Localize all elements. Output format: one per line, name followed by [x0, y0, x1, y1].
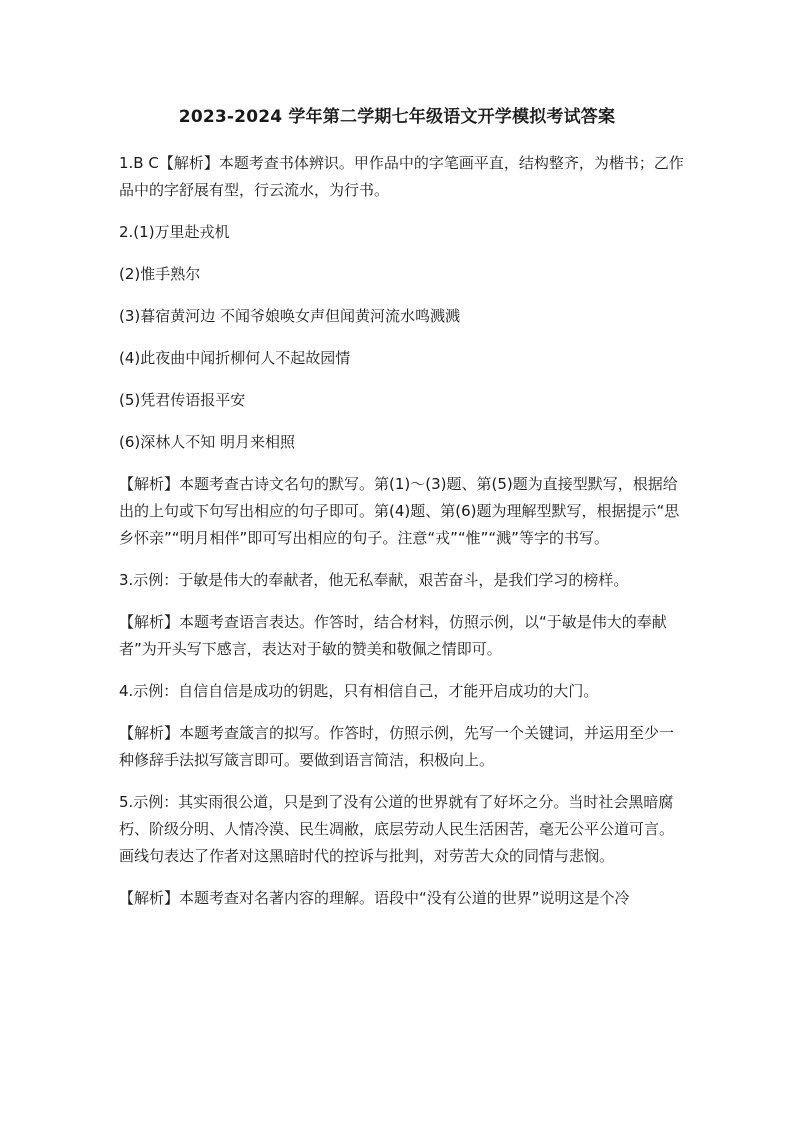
answer-2-item-5: (5)凭君传语报平安 — [119, 391, 246, 409]
answer-2-item-1: 2.(1)万里赴戎机 — [119, 223, 230, 241]
answer-2-item-3: (3)暮宿黄河边 不闻爷娘唤女声但闻黄河流水鸣溅溅 — [119, 307, 461, 325]
answer-2-item-2: (2)惟手熟尔 — [119, 265, 201, 283]
answer-2-item-6: (6)深林人不知 明月来相照 — [119, 433, 296, 451]
answer-5: 5.示例：其实雨很公道，只是到了没有公道的世界就有了好坏之分。当时社会黑暗腐朽、阶级分明、人情冷漠、民生凋敝，底层劳动人民生活困苦，毫无公平公道可言。画线句表达了作者对这黑暗时代的控诉与批判，对劳苦大众的同情与悲悯。 — [119, 793, 675, 865]
answer-3-analysis: 【解析】本题考查语言表达。作答时，结合材料，仿照示例，以“于敏是伟大的奉献者”为开头写下感言，表达对于敏的赞美和敬佩之情即可。 — [119, 613, 667, 658]
document-title: 2023-2024 学年第二学期七年级语文开学模拟考试答案 — [178, 107, 616, 127]
answer-3: 3.示例：于敏是伟大的奉献者，他无私奉献，艰苦奋斗，是我们学习的榜样。 — [119, 571, 629, 589]
answer-4-analysis: 【解析】本题考查箴言的拟写。作答时，仿照示例，先写一个关键词，并运用至少一种修辞手法拟写箴言即可。要做到语言简洁，积极向上。 — [119, 724, 675, 769]
answer-content — [119, 150, 685, 927]
answer-4: 4.示例：自信自信是成功的钥匙，只有相信自己，才能开启成功的大门。 — [119, 682, 599, 700]
answer-1: 1.B C【解析】本题考查书体辨识。甲作品中的字笔画平直，结构整齐，为楷书；乙作品中的字舒展有型，行云流水，为行书。 — [119, 154, 684, 199]
answer-2-item-4: (4)此夜曲中闻折柳何人不起故园情 — [119, 349, 351, 367]
answer-5-analysis: 【解析】本题考查对名著内容的理解。语段中“没有公道的世界”说明这是个冷 — [119, 889, 630, 907]
answer-2-analysis: 【解析】本题考查古诗文名句的默写。第(1)～(3)题、第(5)题为直接型默写，根据给出的上句或下句写出相应的句子即可。第(4)题、第(6)题为理解型默写，根据提示“思乡怀亲”“明月相伴”即可写出相应的句子。注意“戎”“惟”“溅”等字的书写。 — [119, 475, 680, 547]
